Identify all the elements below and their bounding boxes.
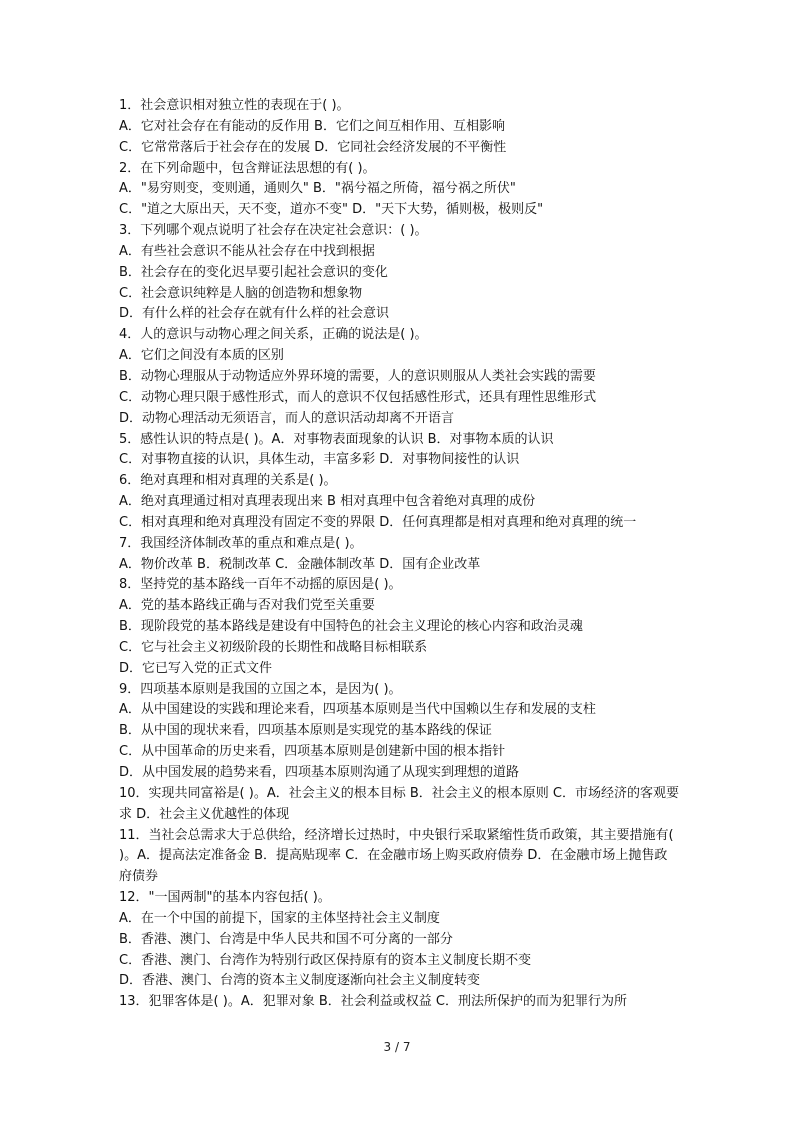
question-stem: 6．绝对真理和相对真理的关系是( )。 bbox=[119, 473, 337, 489]
question-stem: 2．在下列命题中，包含辩证法思想的有( )。 bbox=[119, 160, 376, 176]
question-stem: 7．我国经济体制改革的重点和难点是( )。 bbox=[119, 535, 363, 551]
answer-option: C．从中国革命的历史来看，四项基本原则是创建新中国的根本指针 bbox=[119, 744, 506, 760]
question-stem: 3．下列哪个观点说明了社会存在决定社会意识：( )。 bbox=[119, 223, 428, 239]
question-stem: 10．实现共同富裕是( )。A．社会主义的根本目标 B．社会主义的根本原则 C．市场经济的客观要求 D．社会主义优越性的体现 bbox=[119, 785, 679, 822]
answer-option: A．绝对真理通过相对真理表现出来 B 相对真理中包含着绝对真理的成份 bbox=[119, 494, 536, 510]
question-stem: 4．人的意识与动物心理之间关系，正确的说法是( )。 bbox=[119, 327, 428, 343]
answer-option: B．从中国的现状来看，四项基本原则是实现党的基本路线的保证 bbox=[119, 723, 492, 739]
question-stem: 11．当社会总需求大于总供给，经济增长过热时，中央银行采取紧缩性货币政策，其主要措施有( )。A．提高法定准备金 B．提高贴现率 C．在金融市场上购买政府债券 D．在金融市场上抛售政府债券 bbox=[119, 827, 674, 885]
answer-option: A．有些社会意识不能从社会存在中找到根据 bbox=[119, 243, 375, 259]
answer-option: C．对事物直接的认识，具体生动，丰富多彩 D．对事物间接性的认识 bbox=[119, 452, 520, 468]
answer-option: C．社会意识纯粹是人脑的创造物和想象物 bbox=[119, 285, 363, 301]
answer-option: A．从中国建设的实践和理论来看，四项基本原则是当代中国赖以生存和发展的支柱 bbox=[119, 702, 596, 718]
answer-option: A．它对社会存在有能动的反作用 B．它们之间互相作用、互相影响 bbox=[119, 118, 505, 134]
answer-option: B．香港、澳门、台湾是中华人民共和国不可分离的一部分 bbox=[119, 931, 453, 947]
question-list bbox=[119, 96, 679, 1013]
answer-option: C．它与社会主义初级阶段的长期性和战略目标相联系 bbox=[119, 639, 428, 655]
question-stem: 1．社会意识相对独立性的表现在于( )。 bbox=[119, 98, 350, 113]
page-number: 3 / 7 bbox=[383, 1040, 411, 1054]
answer-option: A．党的基本路线正确与否对我们党至关重要 bbox=[119, 598, 375, 614]
answer-option: D．从中国发展的趋势来看，四项基本原则沟通了从现实到理想的道路 bbox=[119, 765, 520, 780]
answer-option: D．有什么样的社会存在就有什么样的社会意识 bbox=[119, 306, 390, 322]
answer-option: A．它们之间没有本质的区别 bbox=[119, 348, 284, 364]
answer-option: C．它常常落后于社会存在的发展 D．它同社会经济发展的不平衡性 bbox=[119, 139, 507, 155]
answer-option: B．社会存在的变化迟早要引起社会意识的变化 bbox=[119, 264, 388, 280]
answer-option: A．在一个中国的前提下，国家的主体坚持社会主义制度 bbox=[119, 910, 440, 926]
answer-option: D．香港、澳门、台湾的资本主义制度逐渐向社会主义制度转变 bbox=[119, 973, 481, 989]
question-stem: 12．"一国两制"的基本内容包括( )。 bbox=[119, 890, 331, 906]
answer-option: B．现阶段党的基本路线是建设有中国特色的社会主义理论的核心内容和政治灵魂 bbox=[119, 619, 583, 635]
answer-option: C．动物心理只限于感性形式，而人的意识不仅包括感性形式，还具有理性思维形式 bbox=[119, 389, 597, 405]
answer-option: C．相对真理和绝对真理没有固定不变的界限 D．任何真理都是相对真理和绝对真理的统一 bbox=[119, 514, 637, 530]
question-stem: 8．坚持党的基本路线一百年不动摇的原因是( )。 bbox=[119, 577, 402, 593]
answer-option: B．动物心理服从于动物适应外界环境的需要，人的意识则服从人类社会实践的需要 bbox=[119, 368, 596, 384]
answer-option: A．物价改革 B．税制改革 C．金融体制改革 D．国有企业改革 bbox=[119, 556, 481, 572]
question-stem: 9．四项基本原则是我国的立国之本，是因为( )。 bbox=[119, 681, 402, 697]
answer-option: D．动物心理活动无须语言，而人的意识活动却离不开语言 bbox=[119, 410, 455, 426]
answer-option: C．"道之大原出天，天不变，道亦不变" D．"天下大势，循则极，极则反" bbox=[119, 202, 544, 218]
answer-option: C．香港、澳门、台湾作为特别行政区保持原有的资本主义制度长期不变 bbox=[119, 952, 532, 968]
answer-option: A．"易穷则变，变则通，通则久" B．"祸兮福之所倚，福兮祸之所伏" bbox=[119, 181, 516, 197]
question-stem: 5．感性认识的特点是( )。A．对事物表面现象的认识 B．对事物本质的认识 bbox=[119, 431, 554, 447]
answer-option: D．它已写入党的正式文件 bbox=[119, 660, 273, 676]
question-stem: 13．犯罪客体是( )。A．犯罪对象 B．社会利益或权益 C．刑法所保护的而为犯罪行为所 bbox=[119, 994, 627, 1010]
